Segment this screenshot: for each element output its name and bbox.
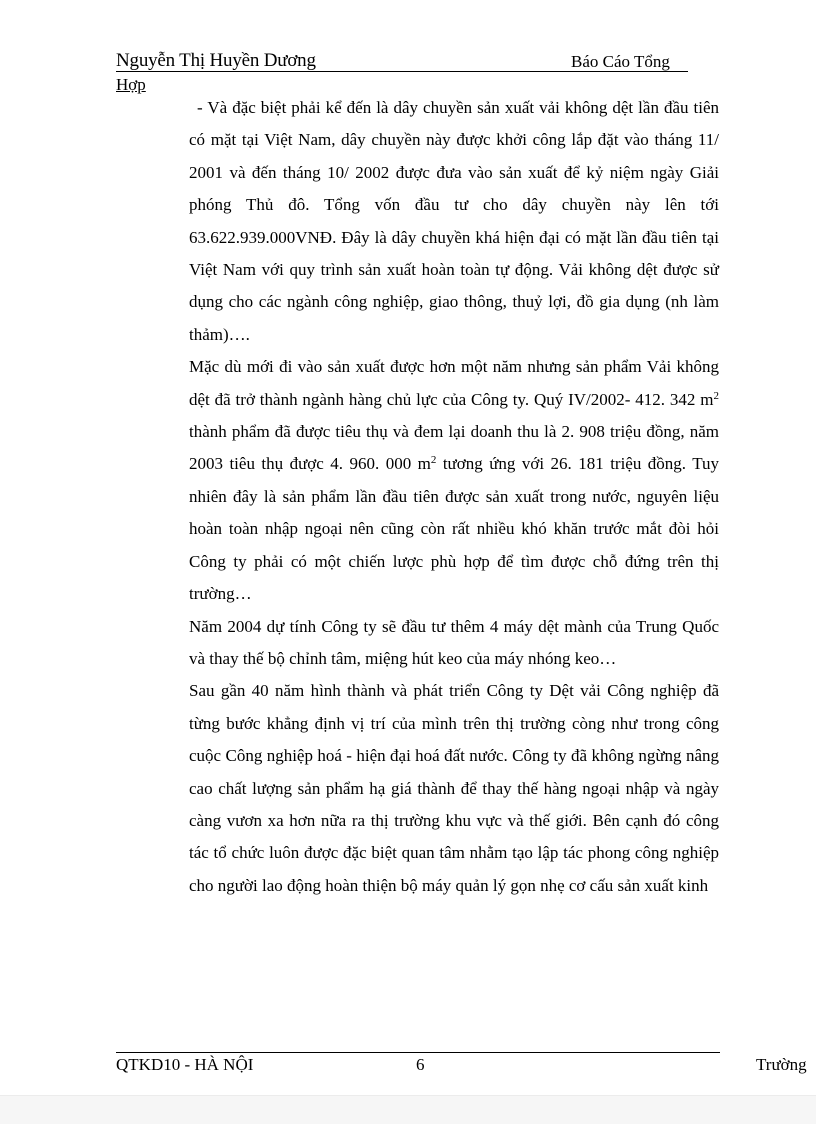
page-number: 6	[416, 1055, 425, 1074]
footer-course: QTKD10 - HÀ NỘI	[116, 1055, 254, 1074]
paragraph-2-part-a: Mặc dù mới đi vào sản xuất được hơn một năm nhưng sản phẩm Vải không dệt đã trở thành ngành hàng chủ lực của Công ty. Quý IV/2002- 412. 342 m	[189, 357, 719, 409]
paragraph-2	[189, 351, 719, 610]
header-author: Nguyễn Thị Huyền Dương	[116, 50, 316, 71]
superscript-2: 2	[713, 389, 719, 402]
paragraph-2-part-b: thành phẩm đã được tiêu thụ và đem lại doanh thu là 2. 908 triệu đồng, năm 2003 tiêu thụ được 4. 960. 000 m	[189, 422, 719, 474]
body-text	[189, 92, 719, 902]
header-report-title-cont: Hợp	[116, 75, 146, 94]
paragraph-3: Năm 2004 dự tính Công ty sẽ đầu tư thêm 4 máy dệt mành của Trung Quốc và thay thế bộ chỉnh tâm, miệng hút keo của máy nhóng keo…	[189, 616, 719, 668]
superscript-2: 2	[430, 454, 437, 467]
page-bottom-strip	[0, 1095, 816, 1124]
header-rule	[116, 71, 688, 72]
header-report-title: Báo Cáo Tổng	[571, 52, 670, 71]
paragraph-2-part-c: tương ứng với 26. 181 triệu đồng. Tuy nhiên đây là sản phẩm lần đầu tiên được sản xuất trong nước, nguyên liệu hoàn toàn nhập ngoại nên cũng còn rất nhiều khó khăn trước mắt đòi hỏi Công ty phải có một chiến lược phù hợp để tìm được chỗ đứng trên thị trường…	[189, 454, 719, 604]
paragraph-4: Sau gần 40 năm hình thành và phát triển Công ty Dệt vải Công nghiệp đã từng bước khẳng định vị trí của mình trên thị trường còng như trong công cuộc Công nghiệp hoá - hiện đại hoá đất nước. Công ty đã không ngừng nâng cao chất lượng sản phẩm hạ giá thành để thay thế hàng ngoại nhập và ngày càng vươn xa hơn nữa ra thị trường khu vực và thế giới. Bên cạnh đó công tác tổ chức luôn được đặc biệt quan tâm nhằm tạo lập tác phong công nghiệp cho người lao động hoàn thiện bộ máy quản lý gọn nhẹ cơ cấu sản xuất kinh	[189, 681, 719, 895]
footer-school: Trường	[756, 1055, 807, 1074]
footer-rule	[116, 1052, 720, 1053]
paragraph-1: - Và đặc biệt phải kể đến là dây chuyền sản xuất vải không dệt lần đầu tiên có mặt tại Việt Nam, dây chuyền này được khởi công lắp đặt vào tháng 11/ 2001 và đến tháng 10/ 2002 được đưa vào sản xuất để kỷ niệm ngày Giải phóng Thủ đô. Tổng vốn đầu tư cho dây chuyền này lên tới 63.622.939.000VNĐ. Đây là dây chuyền khá hiện đại có mặt lần đầu tiên tại Việt Nam với quy trình sản xuất hoàn toàn tự động. Vải không dệt được sử dụng cho các ngành công nghiệp, giao thông, thuỷ lợi, đồ gia dụng (nh làm thảm)….	[189, 98, 719, 344]
